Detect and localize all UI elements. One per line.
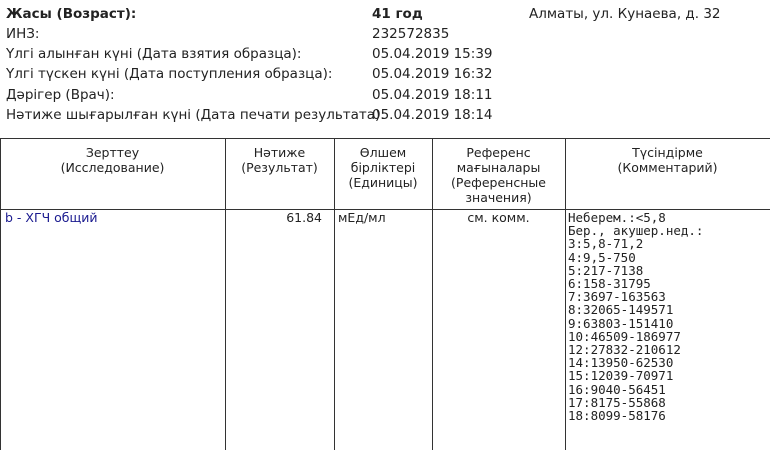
header-result <box>225 145 334 175</box>
sample-received-row <box>0 64 770 84</box>
column-divider <box>565 139 566 450</box>
comment-line: 10:46509-186977 <box>568 328 681 344</box>
comment-line: 18:8099-58176 <box>568 408 666 424</box>
sample-taken-value: 05.04.2019 15:39 <box>372 46 493 62</box>
header-comment <box>565 145 770 175</box>
comment-line: 5:217-7138 <box>568 262 644 278</box>
comment-list <box>568 211 703 422</box>
comment-line: 7:3697-163563 <box>568 289 666 305</box>
table-border-left <box>0 139 1 450</box>
header-result-line: Нәтиже <box>253 145 306 160</box>
doctor-row <box>0 85 770 105</box>
print-date-label: Нәтиже шығарылған күні (Дата печати результата): <box>6 107 385 123</box>
header-comment-line: (Комментарий) <box>617 160 718 175</box>
results-table <box>0 138 770 450</box>
header-units-line: (Единицы) <box>348 175 418 190</box>
comment-line: 14:13950-62530 <box>568 355 674 371</box>
comment-line: Неберем.:<5,8 <box>568 210 666 225</box>
header-study <box>0 145 225 175</box>
sample-taken-label: Үлгі алынған күні (Дата взятия образца): <box>6 46 302 62</box>
header-units <box>334 145 432 190</box>
comment-line: 6:158-31795 <box>568 276 651 292</box>
header-reference-line: значения) <box>465 190 532 205</box>
comment-line: 9:63803-151410 <box>568 315 674 331</box>
comment-line: 17:8175-55868 <box>568 394 666 410</box>
comment-line: 12:27832-210612 <box>568 342 681 358</box>
address-text: Алматы, ул. Кунаева, д. 32 <box>529 6 721 22</box>
header-result-line: (Результат) <box>241 160 318 175</box>
comment-line: 8:32065-149571 <box>568 302 674 318</box>
sample-received-label: Үлгі түскен күні (Дата поступления образца): <box>6 66 333 82</box>
iin-row <box>0 24 770 44</box>
header-study-line: (Исследование) <box>60 160 165 175</box>
header-reference <box>432 145 565 205</box>
age-row <box>0 4 770 24</box>
comment-line: Бер., акушер.нед.: <box>568 223 704 239</box>
header-study-line: Зерттеу <box>85 145 140 160</box>
study-name: b - ХГЧ общий <box>5 210 98 225</box>
column-divider <box>225 139 226 450</box>
sample-taken-row <box>0 44 770 64</box>
units-value: мЕд/мл <box>338 210 386 225</box>
comment-line: 3:5,8-71,2 <box>568 236 644 252</box>
header-reference-line: мағыналары <box>456 160 541 175</box>
header-reference-line: (Референсные <box>451 175 546 190</box>
header-units-line: Өлшем <box>359 145 407 160</box>
comment-line: 15:12039-70971 <box>568 368 674 384</box>
comment-line: 16:9040-56451 <box>568 381 666 397</box>
header-units-line: бірліктері <box>350 160 416 175</box>
print-date-row <box>0 105 770 125</box>
header-comment-line: Түсіндірме <box>632 145 703 160</box>
header-reference-line: Референс <box>466 145 531 160</box>
age-value: 41 год <box>372 6 423 22</box>
doctor-label: Дәрігер (Врач): <box>6 87 115 103</box>
comment-line: 4:9,5-750 <box>568 249 636 265</box>
print-date-value: 05.04.2019 18:14 <box>372 107 493 123</box>
age-label: Жасы (Возраст): <box>6 6 137 22</box>
reference-value: см. комм. <box>467 210 530 225</box>
iin-value: 232572835 <box>372 26 450 42</box>
doctor-value: 05.04.2019 18:11 <box>372 87 493 103</box>
comment-cell <box>568 211 703 422</box>
iin-label: ИНЗ: <box>6 26 40 42</box>
sample-received-value: 05.04.2019 16:32 <box>372 66 493 82</box>
result-value: 61.84 <box>286 210 322 225</box>
